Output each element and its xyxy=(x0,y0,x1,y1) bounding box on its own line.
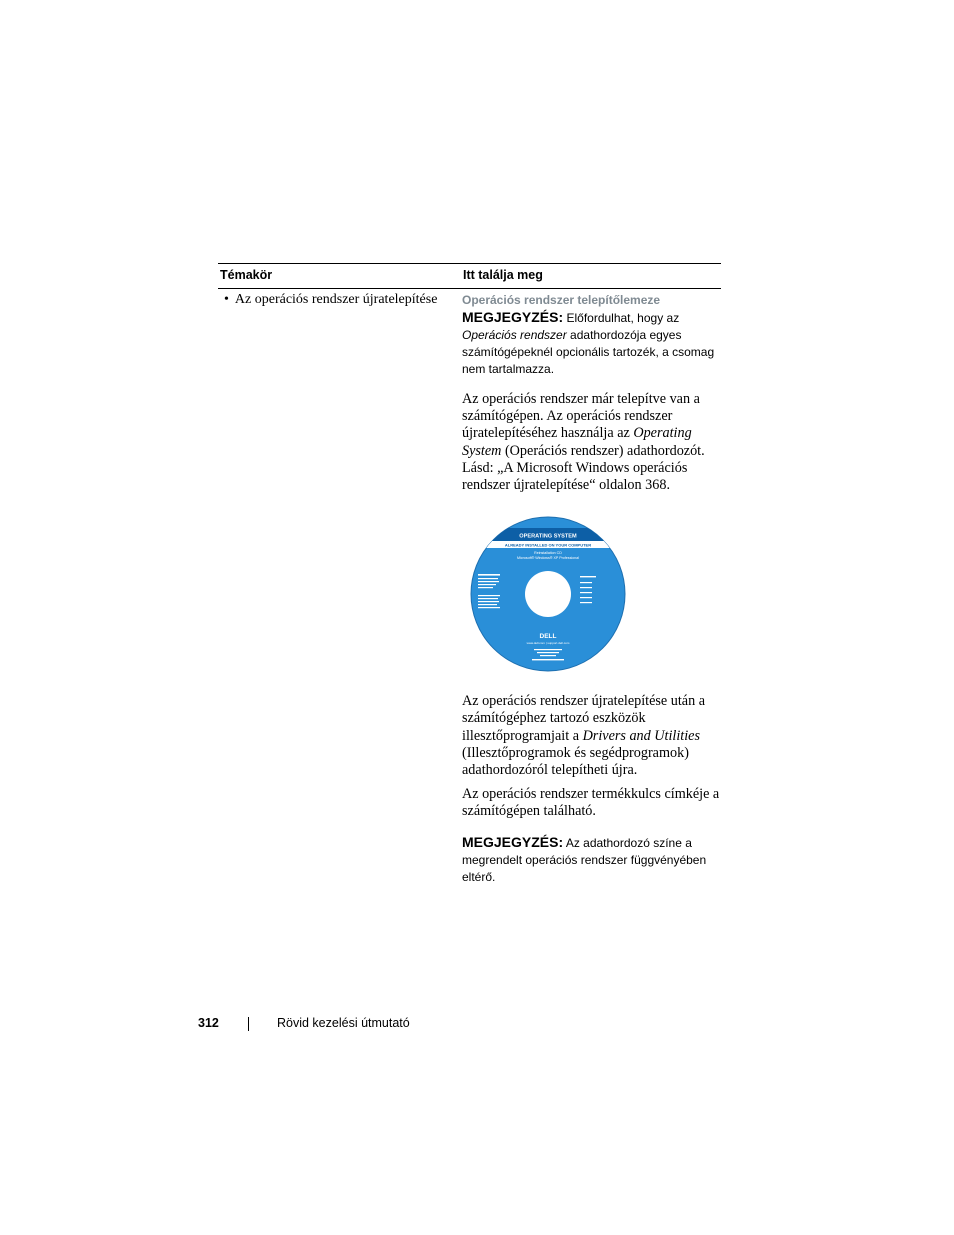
drivers-text-italic: Drivers and Utilities xyxy=(582,727,700,744)
reinstall-paragraph xyxy=(462,391,720,494)
note-label: MEGJEGYZÉS: xyxy=(462,309,564,325)
bullet-icon: • xyxy=(224,292,229,307)
disc-title: OPERATING SYSTEM xyxy=(519,533,577,540)
page-number: 312 xyxy=(198,1016,219,1030)
footer-separator xyxy=(248,1017,249,1031)
product-key-paragraph: Az operációs rendszer termékkulcs címkéje a számítógépen található. xyxy=(462,786,720,820)
drivers-paragraph xyxy=(462,693,720,779)
section-title: Operációs rendszer telepítőlemeze xyxy=(462,293,661,307)
topic-text: Az operációs rendszer újratelepítése xyxy=(234,292,438,307)
note2-label: MEGJEGYZÉS: xyxy=(462,833,564,850)
note-text-b: adathordozója egyes számítógépeknél opcionális tartozék, a csomag nem tartalmazza. xyxy=(462,328,715,376)
note2-text: Az adathordozó színe a megrendelt operációs rendszer függvényében eltérő. xyxy=(462,835,707,884)
topic-item xyxy=(224,292,437,308)
table-top-rule xyxy=(218,263,721,264)
drivers-text-b: (Illesztőprogramok és segédprogramok) adathordozóról telepítheti újra. xyxy=(462,744,689,779)
note-text-a: Előfordulhat, hogy az xyxy=(563,311,680,325)
reinstall-text-a: Az operációs rendszer már telepítve van a számítógépen. Az operációs rendszer újratelepítéséhez használja az xyxy=(462,391,700,442)
reinstall-text-b: (Operációs rendszer) adathordozót. Lásd: „A Microsoft Windows operációs rendszer újratelepítése“ oldalon 368. xyxy=(462,442,705,494)
disc-center-hole xyxy=(525,571,571,617)
find-column xyxy=(462,292,720,886)
note-block xyxy=(462,309,720,378)
disc-line1: Reinstallation CD xyxy=(534,551,562,556)
disc-brand-logo: DELL xyxy=(539,633,557,641)
reinstall-text-italic: Operating System xyxy=(462,425,692,459)
footer-title: Rövid kezelési útmutató xyxy=(277,1016,410,1030)
operating-system-disc-image xyxy=(470,516,626,672)
disc-line2: Microsoft® Windows® XP Professional xyxy=(517,556,579,561)
drivers-text-a: Az operációs rendszer újratelepítése után a számítógéphez tartozó eszközök illesztőprogramjait a xyxy=(462,693,706,744)
disc-subtitle: ALREADY INSTALLED ON YOUR COMPUTER xyxy=(504,542,592,548)
column-header-topic: Témakör xyxy=(220,268,273,282)
note-text-italic: Operációs rendszer xyxy=(462,328,567,342)
column-header-find: Itt találja meg xyxy=(463,268,543,282)
table-header-rule xyxy=(218,288,721,289)
note-block-color xyxy=(462,834,720,886)
disc-url: www.dell.com | support.dell.com xyxy=(526,641,570,646)
